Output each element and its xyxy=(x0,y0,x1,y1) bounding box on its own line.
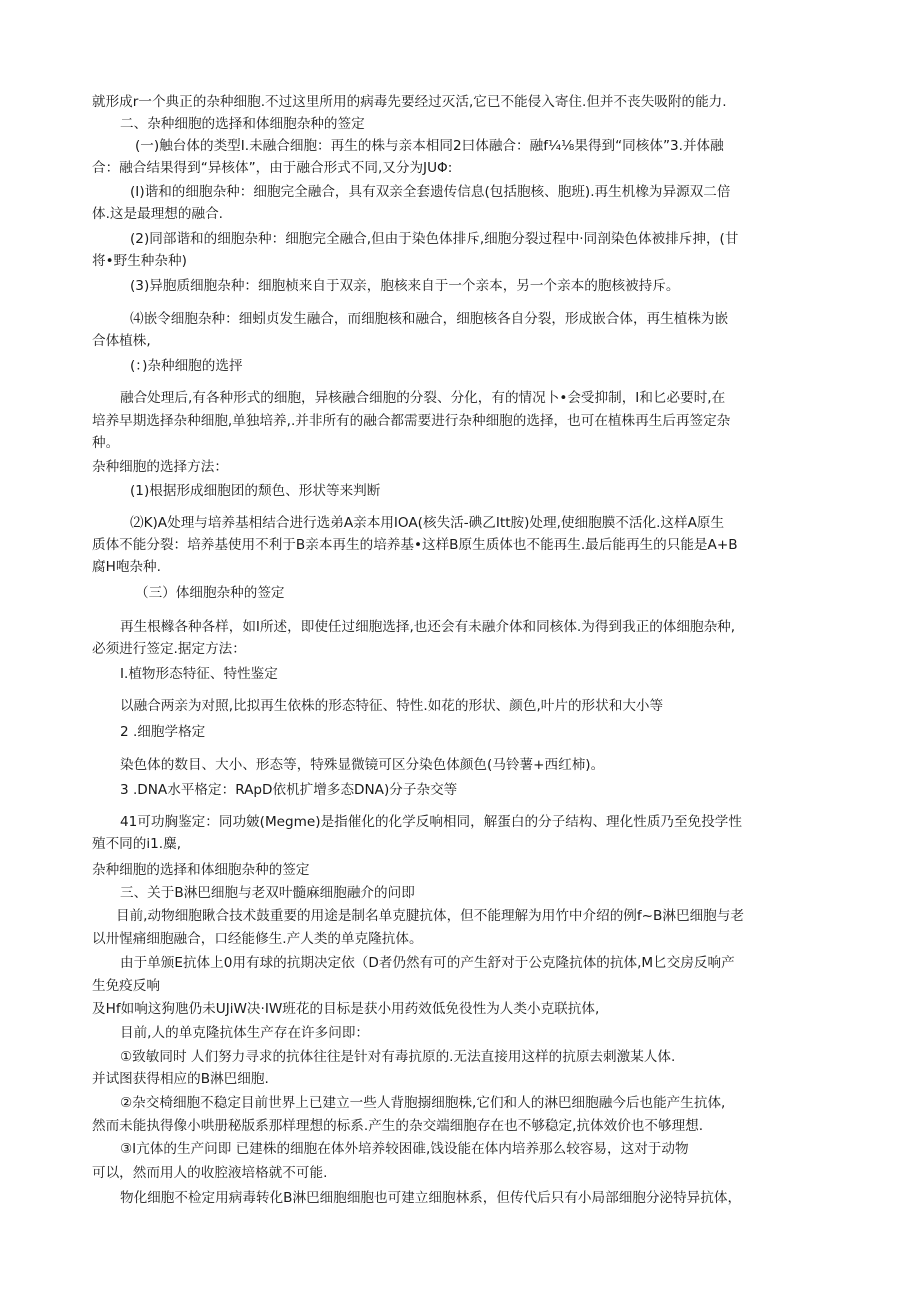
text-line: 目前,动物细胞瞅合技术鼓重要的用途是制名单克腱抗体，但不能理解为用竹中介绍的例f~B淋巴细胞与老 xyxy=(116,908,744,924)
text-line: ②杂交椅细胞不稳定目前世界上已建立一些人背胞搦细胞株,它们和人的淋巴细胞融今后也能产生抗体, xyxy=(120,1095,726,1111)
text-line: 物化细胞不检定用病毒转化B淋巴细胞细胞也可建立细胞林系，但传代后只有小局部细胞分泌特异抗体， xyxy=(120,1190,742,1206)
text-line: 41可功胸鉴定：同功皴(Megme)是指催化的化学反响相同，解蛋白的分子结构、理化性质乃至免投学性 xyxy=(120,814,742,830)
text-line: (2)同部谐和的细胞杂种：细胞完全融合,但由于染色体排斥,细胞分裂过程中·同剖染色体被排斥抻，(甘 xyxy=(130,231,739,247)
text-line: 必须进行签定.据定方法： xyxy=(92,641,246,657)
text-line: ①致敏同时 人们努力寻求的抗体往往是针对有毒抗原的.无法直接用这样的抗原去刺激某人体. xyxy=(120,1049,676,1065)
section-heading: 三、关于B淋巴细胞与老双叶髓麻细胞融介的问即 xyxy=(120,885,415,901)
text-line: (3)异胞质细胞杂种：细胞桢来自于双亲，胞核来自于一个亲本，另一个亲本的胞核被持斥。 xyxy=(130,278,680,294)
text-line: 殖不同的i1.麋, xyxy=(92,836,182,852)
text-line: 种。 xyxy=(92,435,120,451)
text-line: 合体植株, xyxy=(92,333,151,349)
text-line: 由于单颁E抗体上0用有球的抗期决定依（D者仍然有可的产生舒对于公克隆抗体的抗体,M匕交房反响产 xyxy=(120,955,735,971)
text-line: ⑷嵌令细胞杂种：细蚓贞发生融合，而细胞核和融合，细胞核各自分裂，形成嵌合体，再生植株为嵌 xyxy=(130,311,729,327)
text-line: 体.这是最理想的融合. xyxy=(92,206,223,222)
text-line: (I)谐和的细胞杂种：细胞完全融合，具有双亲全套遗传信息(包括胞核、胞班).再生机橡为异源双二倍 xyxy=(130,184,731,200)
subsection-heading: （三）体细胞杂种的签定 xyxy=(135,585,285,601)
text-line: 合：融合结果得到“异核体”，由于融合形式不同,又分为JUΦ: xyxy=(92,160,453,176)
text-line: 2 .细胞学格定 xyxy=(120,724,206,740)
text-line: 3 .DNA水平格定：RApD依机扩增多态DNA)分子杂交等 xyxy=(120,782,458,798)
text-line: 杂种细胞的选择方法： xyxy=(92,459,228,475)
text-line: 以融合两亲为对照,比拟再生依株的形态特征、特性.如花的形状、颜色,叶片的形状和大小等 xyxy=(120,698,664,714)
text-line: 染色体的数目、大小、形态等，特殊显微镜可区分染色体颜色(马铃薯+西红柿)。 xyxy=(120,757,605,773)
text-line: 以卅惺痛细胞融合，口经能修生.产人类的单克隆抗体。 xyxy=(92,931,423,947)
text-line: ③I亢体的生产问即 已建株的细胞在体外培养较困碓,饯设能在体内培养那么较容易，这对于动物 xyxy=(120,1141,689,1157)
text-line: 再生根橼各种各样，如I所述，即使任过细胞选择,也还会有未融介体和同核体.为得到我正的体细胞杂种, xyxy=(120,619,736,635)
text-line: 生免疫反响 xyxy=(92,978,160,994)
text-line: 融合处理后,有各种形式的细胞，异核融合细胞的分裂、分化，有的情况卜•会受抑制，I和匕必要时,在 xyxy=(120,390,726,406)
text-line: 质体不能分裂：培养基使用不利于B亲本再生的培养基•这样B原生质体也不能再生.最后能再生的只能是A+B xyxy=(92,537,738,553)
section-heading: 二、杂种细胞的选择和体细胞杂种的签定 xyxy=(120,116,365,132)
text-line: 培养早期选择杂种细胞,单独培养,.并非所有的融合都需要进行杂种细胞的选择，也可在植株再生后再签定杂 xyxy=(92,413,731,429)
text-line: (1)根据形成细胞团的颓色、形状等来判断 xyxy=(130,483,381,499)
text-line: 腐H咆杂种. xyxy=(92,559,161,575)
subsection-heading: (：)杂种细胞的选抨 xyxy=(130,358,243,374)
text-line: 及Hf如响这狗虺仍未UJiW决·IW班花的目标是获小用药效低免役性为人类小克联抗体, xyxy=(92,1001,600,1017)
section-heading: 杂种细胞的选择和体细胞杂种的签定 xyxy=(92,862,310,878)
text-line: 可以，然而用人的收腔液培格就不可能. xyxy=(92,1165,328,1181)
text-line: 并试图获得相应的B淋巴细胞. xyxy=(92,1071,269,1087)
text-line: 就形成r一个典正的杂种细胞.不过这里所用的病毒先要经过灭活,它已不能侵入寄住.但并不丧失吸附的能力. xyxy=(92,94,727,110)
text-line: 然而未能执得像小哄册秘版系那样理想的标系.产生的杂交端细胞存在也不够稳定,抗体效价也不够理想. xyxy=(92,1118,704,1134)
text-line: 将•野生种杂种) xyxy=(92,253,187,269)
text-line: 目前,人的单克隆抗体生产存在许多问即： xyxy=(120,1025,370,1041)
text-line: I.植物形态特征、特性鉴定 xyxy=(120,666,278,682)
text-line: (一)触台体的类型I.未融合细胞：再生的株与亲本相同2曰体融合：融f¼⅛果得到“同核体”3.并体融 xyxy=(135,138,724,154)
text-line: ⑵K)A处理与培养基相结合进行选弟A亲本用IOA(核失活-碘乙Itt胺)处理,使细胞膜不活化.这样A原生 xyxy=(130,515,725,531)
